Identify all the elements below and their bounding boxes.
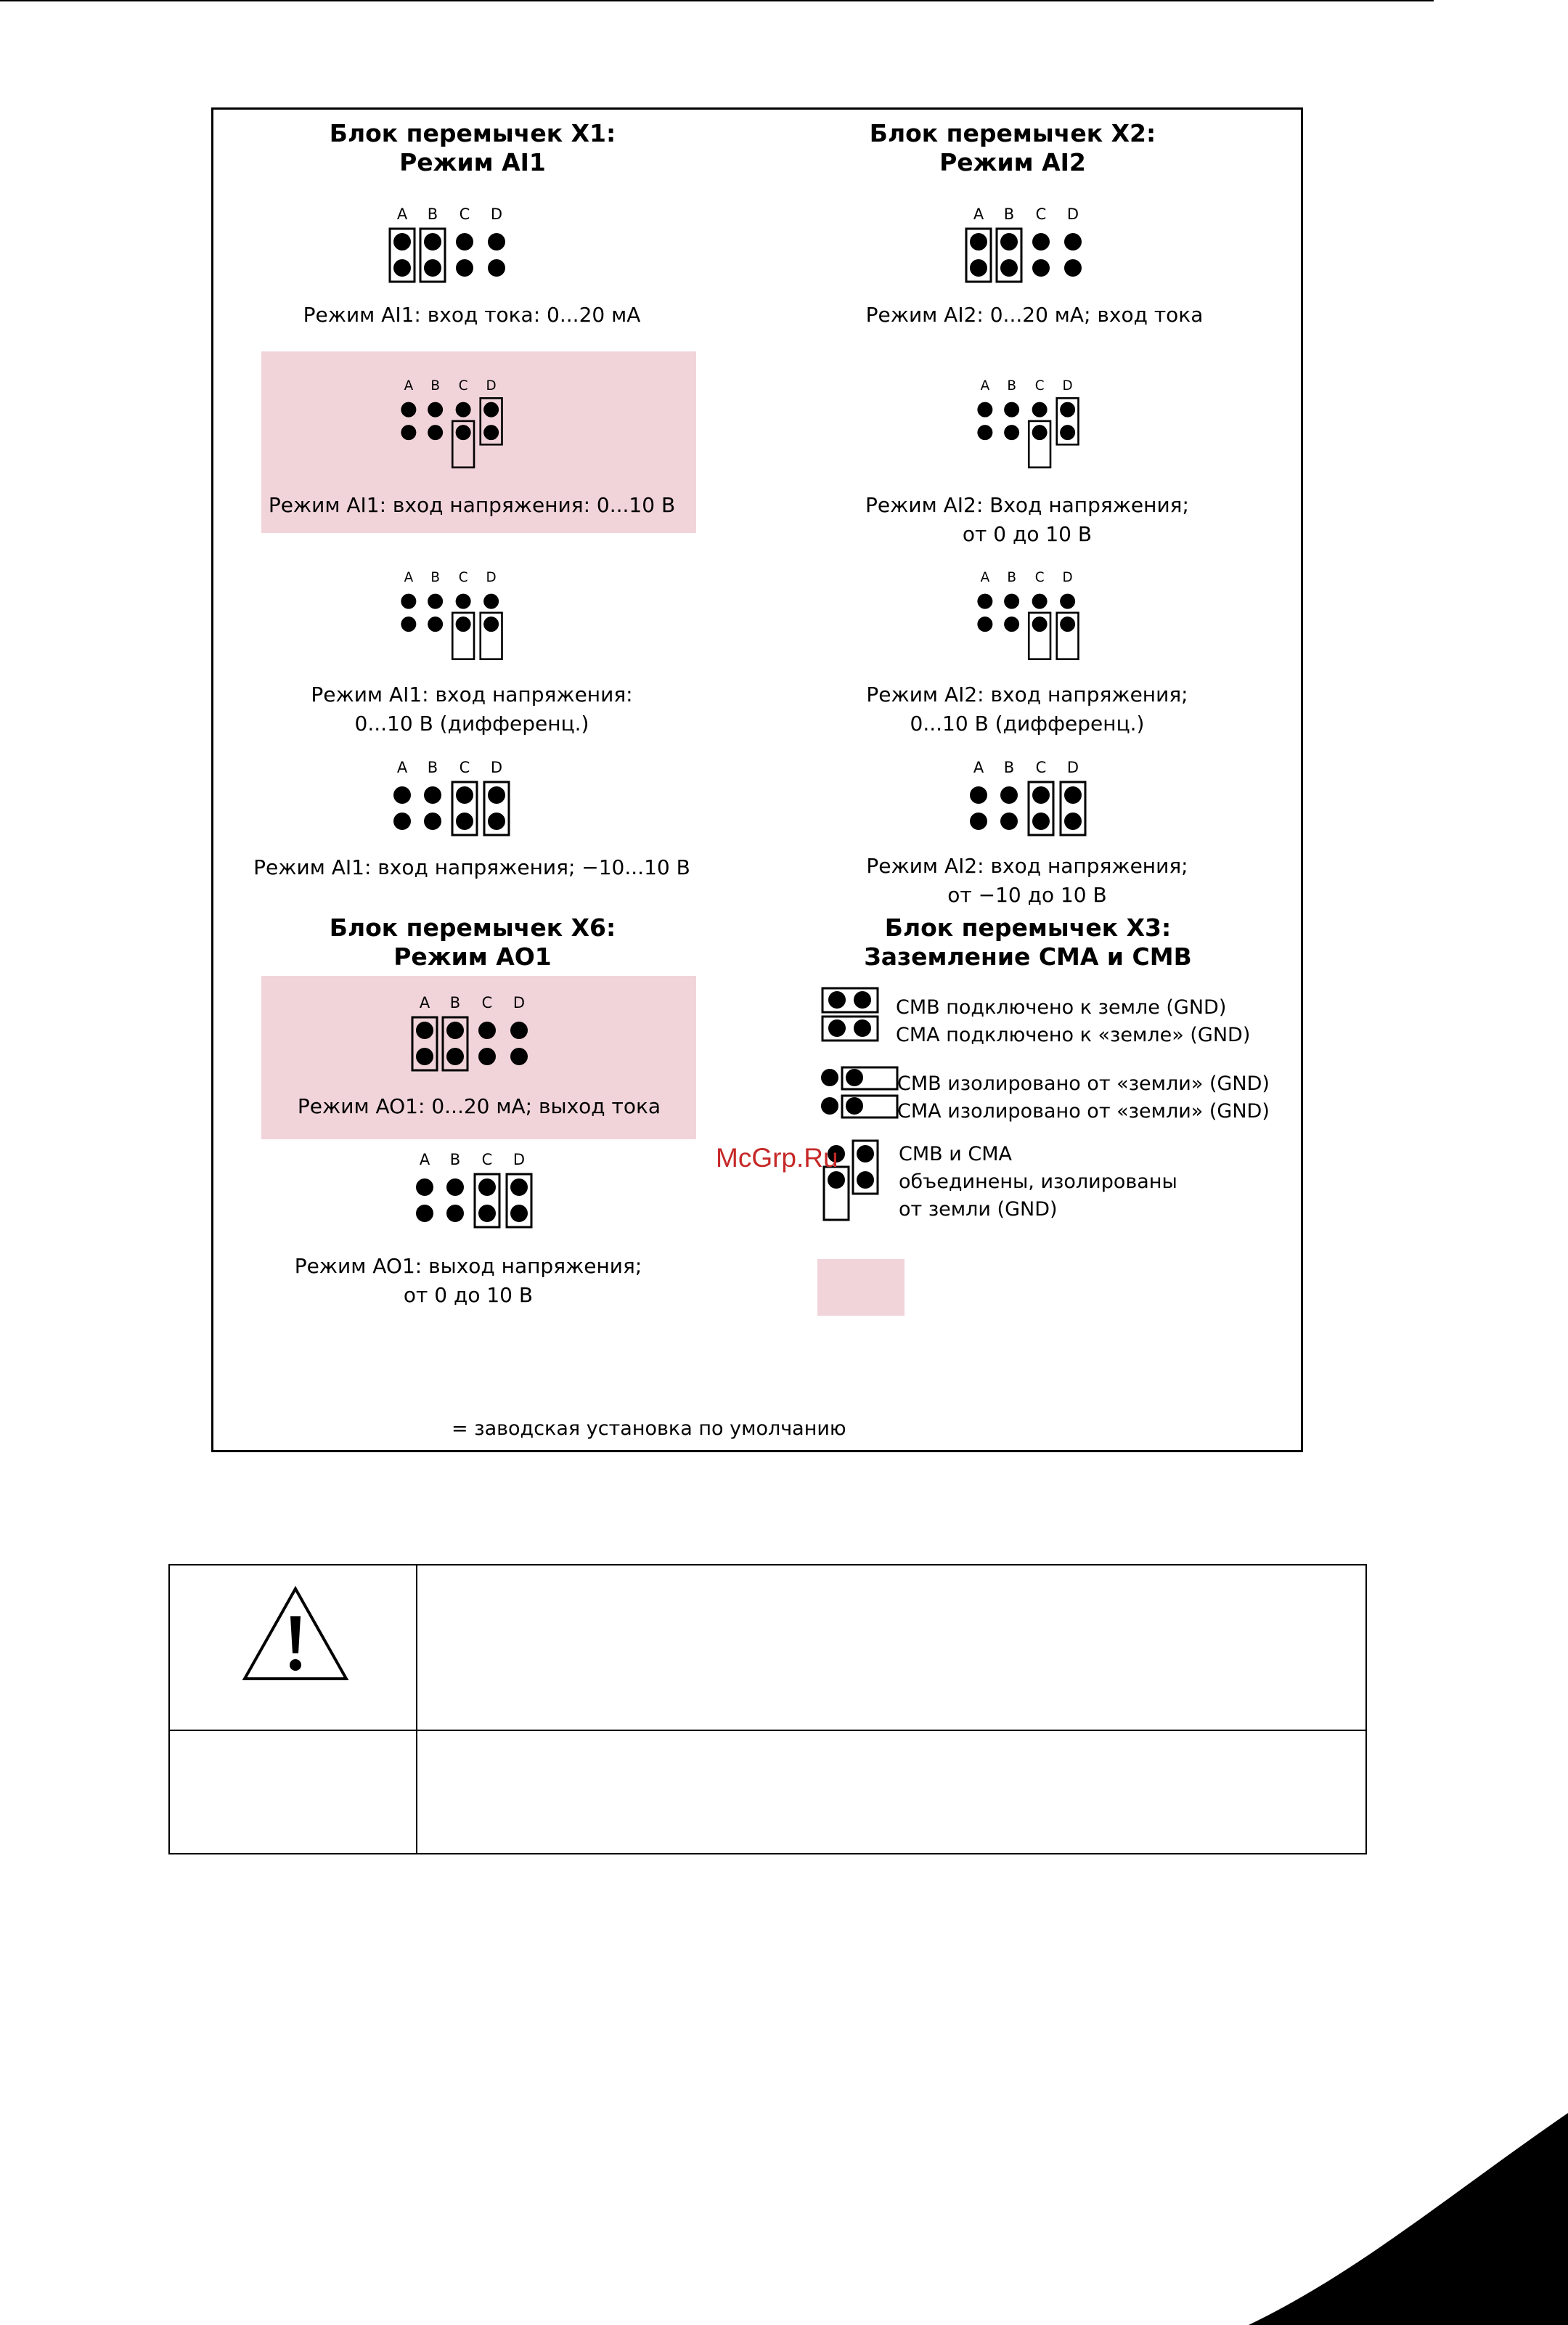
x2-caption-4: Режим AI2: вход напряжения; от −10 до 10 В [866, 854, 1188, 907]
svg-text:A: A [980, 378, 990, 394]
svg-text:B: B [449, 994, 461, 1011]
pin-label-b: B [427, 205, 438, 223]
svg-text:D: D [1062, 378, 1073, 394]
x1-caption-1: Режим AI1: вход тока: 0...20 мА [303, 303, 641, 327]
svg-text:A: A [419, 1151, 430, 1168]
svg-text:A: A [973, 759, 984, 776]
svg-text:C: C [458, 378, 468, 394]
svg-text:C: C [1035, 205, 1047, 223]
svg-text:B: B [430, 570, 440, 585]
x3-option-3-text: CMB и CMA объединены, изолированы от земли (GND) [899, 1143, 1177, 1221]
x2-jumper-mode-4 [961, 755, 1099, 857]
x1-jumper-mode-4 [385, 755, 523, 857]
svg-text:C: C [481, 1151, 493, 1168]
svg-text:B: B [1007, 378, 1016, 394]
brand-swoosh-graphic [1191, 2091, 1568, 2325]
svg-text:C: C [459, 759, 470, 776]
svg-text:C: C [458, 570, 468, 585]
x1-jumper-mode-3 [385, 566, 523, 668]
svg-text:A: A [973, 205, 984, 223]
top-rule [0, 0, 1434, 1]
warning-note-table [168, 1564, 1367, 1854]
x1-jumper-mode-1 [385, 202, 523, 304]
svg-text:D: D [513, 994, 526, 1011]
legend-text: = заводская установка по умолчанию [452, 1417, 846, 1440]
svg-text:C: C [1035, 759, 1047, 776]
pin-label-d: D [490, 205, 503, 223]
svg-text:B: B [449, 1151, 461, 1168]
x6-jumper-mode-2 [407, 1147, 545, 1249]
svg-text:A: A [404, 570, 414, 585]
svg-text:A: A [980, 570, 990, 585]
svg-text:C: C [1034, 378, 1045, 394]
svg-text:B: B [1003, 759, 1015, 776]
watermark: McGrp.Ru [716, 1143, 838, 1173]
svg-text:A: A [404, 378, 414, 394]
x1-jumper-mode-2 [385, 375, 523, 476]
x2-jumper-mode-2 [961, 375, 1099, 476]
x6-caption-1: Режим AO1: 0...20 мА; выход тока [297, 1094, 661, 1118]
svg-text:A: A [419, 994, 430, 1011]
svg-text:D: D [490, 759, 503, 776]
x2-heading: Блок перемычек X2: Режим AI2 [869, 119, 1156, 176]
x6-caption-2: Режим AO1: выход напряжения; от 0 до 10 В [294, 1254, 642, 1307]
x3-option-2-text: CMB изолировано от «земли» (GND) CMA изолировано от «земли» (GND) [897, 1072, 1270, 1123]
x3-option-2-jumpers [816, 1062, 903, 1123]
x2-caption-2: Режим AI2: Вход напряжения; от 0 до 10 В [865, 493, 1189, 546]
pin-label-c: C [459, 205, 470, 223]
svg-text:D: D [1066, 759, 1079, 776]
svg-text:D: D [486, 570, 497, 585]
x1-caption-4: Режим AI1: вход напряжения; −10...10 В [253, 855, 690, 879]
svg-text:B: B [427, 759, 438, 776]
x3-option-1-jumpers [819, 985, 884, 1046]
note-column-divider [416, 1565, 417, 1853]
x1-caption-2: Режим AI1: вход напряжения: 0...10 В [268, 493, 676, 517]
svg-text:C: C [481, 994, 493, 1011]
svg-text:D: D [1066, 205, 1079, 223]
svg-text:D: D [513, 1151, 526, 1168]
pin-label-a: A [396, 205, 408, 223]
x3-option-1-text: CMB подключено к земле (GND) CMA подключено к «земле» (GND) [896, 996, 1251, 1046]
svg-text:B: B [1003, 205, 1015, 223]
x3-heading: Блок перемычек X3: Заземление CMA и CMB [864, 913, 1192, 971]
svg-text:D: D [1062, 570, 1073, 585]
warning-triangle-icon [240, 1584, 351, 1683]
svg-text:B: B [1007, 570, 1016, 585]
legend-swatch [817, 1259, 905, 1316]
svg-text:A: A [396, 759, 408, 776]
svg-text:D: D [486, 378, 497, 394]
x2-caption-1: Режим AI2: 0...20 мА; вход тока [865, 303, 1204, 327]
x6-jumper-mode-1 [407, 990, 545, 1092]
svg-text:C: C [1034, 570, 1045, 585]
x6-heading: Блок перемычек X6: Режим AO1 [329, 913, 616, 971]
x2-caption-3: Режим AI2: вход напряжения; 0...10 В (дифференц.) [866, 683, 1188, 736]
svg-text:B: B [430, 378, 440, 394]
note-row-divider [170, 1730, 1365, 1731]
x1-heading: Блок перемычек X1: Режим AI1 [329, 119, 616, 176]
x1-caption-3: Режим AI1: вход напряжения: 0...10 В (дифференц.) [311, 683, 633, 736]
x2-jumper-mode-3 [961, 566, 1099, 668]
x2-jumper-mode-1 [961, 202, 1099, 304]
